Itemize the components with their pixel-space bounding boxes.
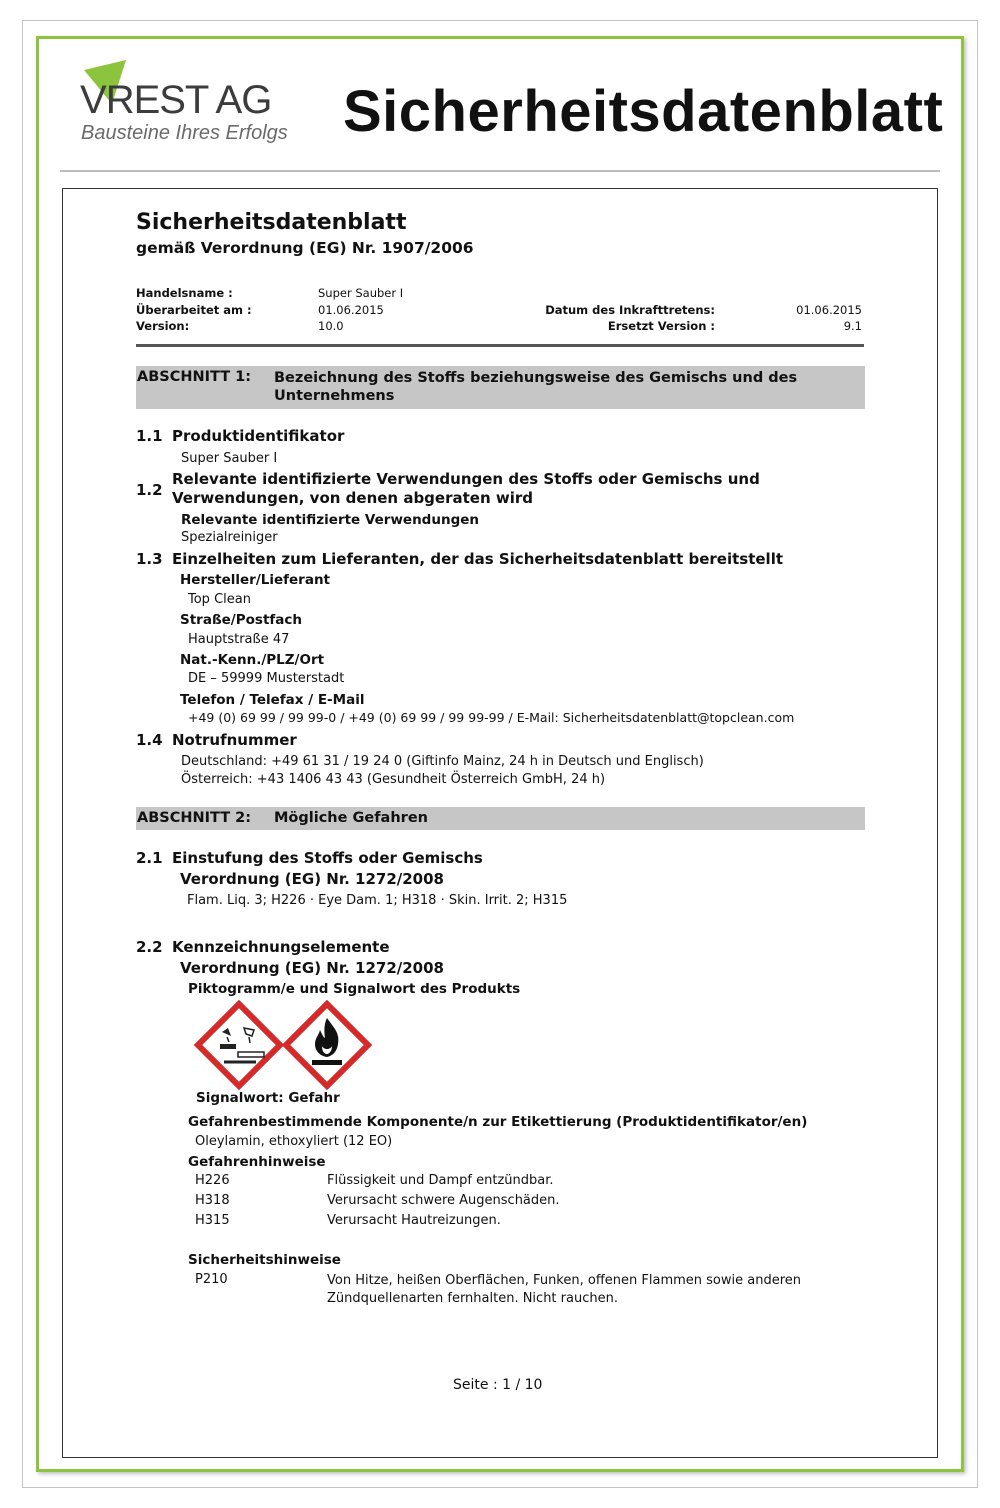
signal-word: Signalwort: Gefahr — [196, 1090, 340, 1106]
s22-regulation: Verordnung (EG) Nr. 1272/2008 — [180, 959, 444, 977]
components-value: Oleylamin, ethoxyliert (12 EO) — [195, 1134, 393, 1149]
contact-value: +49 (0) 69 99 / 99 99-0 / +49 (0) 69 99 / 99 99-99 / E-Mail: Sicherheitsdatenblatt@topclean.com — [188, 710, 795, 725]
s13-title: Einzelheiten zum Lieferanten, der das Sicherheitsdatenblatt bereitstellt — [172, 550, 784, 568]
s21-title: Einstufung des Stoffs oder Gemischs — [172, 849, 483, 867]
s21-classification: Flam. Liq. 3; H226 · Eye Dam. 1; H318 · Skin. Irrit. 2; H315 — [187, 893, 568, 908]
hazard-code: H226 — [195, 1173, 230, 1188]
s12-number: 1.2 — [136, 481, 163, 499]
emergency-at: Österreich: +43 1406 43 43 (Gesundheit Österreich GmbH, 24 h) — [181, 772, 606, 787]
document-subtitle: gemäß Verordnung (EG) Nr. 1907/2006 — [136, 239, 474, 257]
s12-title: Relevante identifizierte Verwendungen des Stoffs oder Gemischs und Verwendungen, von denen abgeraten wird — [172, 470, 760, 507]
brand-name-part1: V — [80, 78, 106, 122]
street-label: Straße/Postfach — [180, 612, 302, 628]
effective-label: Datum des Inkrafttretens: — [545, 303, 715, 317]
brand-name-part2: REST AG — [105, 78, 272, 122]
section1-title: Bezeichnung des Stoffs beziehungsweise des Gemischs und des Unternehmens — [274, 370, 798, 404]
safety-text: Von Hitze, heißen Oberflächen, Funken, offenen Flammen sowie anderen Zündquellenarten fernhalten. Nicht rauchen. — [327, 1273, 801, 1306]
street-value: Hauptstraße 47 — [188, 632, 290, 647]
emergency-de: Deutschland: +49 61 31 / 19 24 0 (Giftinfo Mainz, 24 h in Deutsch und Englisch) — [181, 754, 704, 769]
section2-title: Mögliche Gefahren — [274, 810, 428, 826]
s21-regulation: Verordnung (EG) Nr. 1272/2008 — [180, 870, 444, 888]
brand-tagline: Bausteine Ihres Erfolgs — [81, 122, 288, 144]
brand-name — [80, 78, 271, 123]
pictogram-label: Piktogramm/e und Signalwort des Produkts — [188, 981, 521, 997]
header-divider — [60, 170, 940, 172]
s21-number: 2.1 — [136, 849, 163, 867]
components-label: Gefahrenbestimmende Komponente/n zur Etikettierung (Produktidentifikator/en) — [188, 1114, 808, 1130]
corrosion-icon — [194, 1000, 284, 1090]
hazard-text: Verursacht Hautreizungen. — [327, 1213, 501, 1228]
s13-number: 1.3 — [136, 550, 163, 568]
flame-icon — [282, 1000, 372, 1090]
s11-number: 1.1 — [136, 427, 163, 445]
effective-value: 01.06.2015 — [796, 303, 862, 317]
replaces-value: 9.1 — [843, 319, 862, 333]
hazard-code: H318 — [195, 1193, 230, 1208]
manufacturer-label: Hersteller/Lieferant — [180, 572, 331, 588]
document-title: Sicherheitsdatenblatt — [136, 210, 407, 235]
s12-subtitle: Relevante identifizierte Verwendungen — [181, 512, 479, 528]
page-number: Seite : 1 / 10 — [453, 1377, 543, 1393]
hazard-text: Flüssigkeit und Dampf entzündbar. — [327, 1173, 554, 1188]
city-label: Nat.-Kenn./PLZ/Ort — [180, 652, 325, 668]
hazard-text: Verursacht schwere Augenschäden. — [327, 1193, 560, 1208]
hazards-label: Gefahrenhinweise — [188, 1154, 326, 1170]
city-value: DE – 59999 Musterstadt — [188, 671, 345, 686]
version-value: 10.0 — [318, 319, 344, 333]
meta-divider — [136, 344, 864, 347]
revised-value: 01.06.2015 — [318, 303, 384, 317]
s11-title: Produktidentifikator — [172, 427, 345, 445]
section2-label: ABSCHNITT 2: — [137, 810, 252, 826]
s22-title: Kennzeichnungselemente — [172, 938, 390, 956]
s22-number: 2.2 — [136, 938, 163, 956]
trade-name-label: Handelsname : — [136, 286, 233, 300]
header-title: Sicherheitsdatenblatt — [343, 79, 944, 144]
replaces-label: Ersetzt Version : — [607, 319, 715, 333]
s11-value: Super Sauber I — [181, 451, 278, 466]
trade-name-value: Super Sauber I — [318, 286, 404, 300]
section1-label: ABSCHNITT 1: — [137, 369, 252, 385]
version-label: Version: — [136, 319, 190, 333]
s14-number: 1.4 — [136, 731, 163, 749]
safety-label: Sicherheitshinweise — [188, 1252, 341, 1268]
hazard-code: H315 — [195, 1213, 230, 1228]
contact-label: Telefon / Telefax / E-Mail — [180, 692, 365, 708]
document-page — [62, 188, 938, 1458]
s12-value: Spezialreiniger — [181, 530, 278, 545]
manufacturer-value: Top Clean — [188, 592, 251, 607]
revised-label: Überarbeitet am : — [136, 303, 252, 317]
safety-code: P210 — [195, 1272, 228, 1287]
s14-title: Notrufnummer — [172, 731, 297, 749]
